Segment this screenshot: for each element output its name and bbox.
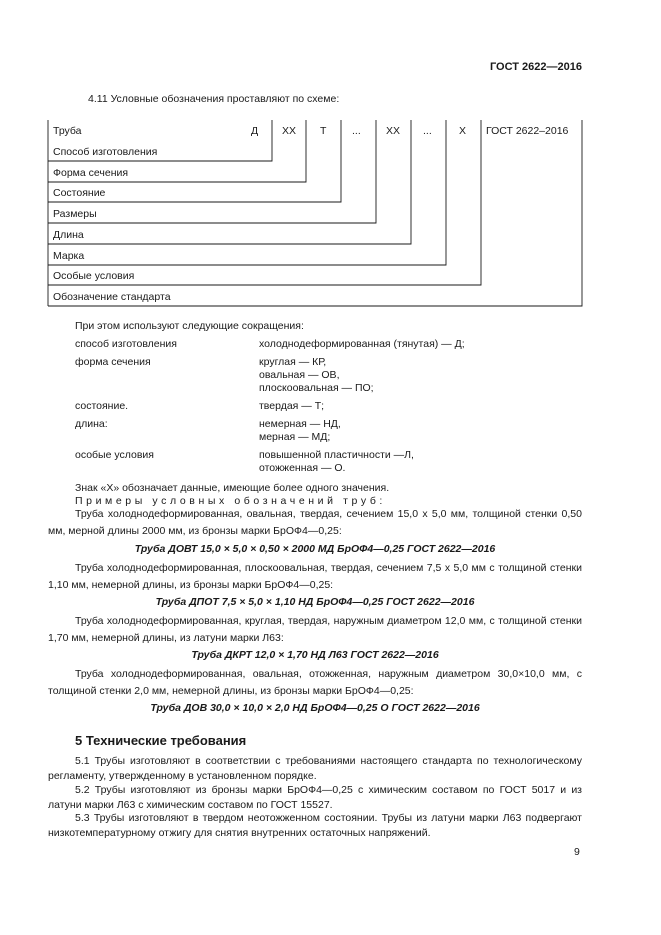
abbrev-term: способ изготовления [75,338,177,350]
section-5-paragraph: 5.3 Трубы изготовляют в твердом неотожженном состоянии. Трубы из латуни марки Л63 подвергают низкотемпературному отжигу для снятия внутренних остаточных напряжений. [48,812,582,839]
abbrev-value: повышенной пластичности —Л, [259,449,414,461]
section-4-11-intro: 4.11 Условные обозначения проставляют по схеме: [88,93,340,105]
example-designation: Труба ДОВ 30,0 × 10,0 × 2,0 НД БрОФ4—0,25 О ГОСТ 2622—2016 [150,702,480,714]
scheme-label-special: Х [459,125,467,137]
scheme-label-pipe: Труба [53,125,82,137]
scheme-row-label: Размеры [53,208,97,220]
abbrev-intro: При этом используют следующие сокращения: [75,320,304,332]
example-description: Труба холоднодеформированная, плоскоовальная, твердая, сечением 7,5 х 5,0 мм с толщиной стенки 1,10 мм, немерной длины, из бронзы марки БрОФ4—0,25: [48,562,582,591]
document-header: ГОСТ 2622—2016 [489,61,582,73]
scheme-row-label: Длина [53,229,84,241]
scheme-label-grade: ... [423,125,432,137]
abbrev-value: плоскоовальная — ПО; [259,382,374,394]
example-description: Труба холоднодеформированная, овальная, твердая, сечением 15,0 х 5,0 мм, толщиной стенки 0,50 мм, мерной длины 2000 мм, из бронзы марки БрОФ4—0,25: [48,508,582,537]
section-5-paragraph: 5.1 Трубы изготовляют в соответствии с требованиями настоящего стандарта по технологическому регламенту, утвержденному в установленном порядке. [48,755,582,782]
scheme-row-label: Состояние [53,187,106,199]
abbrev-value: холоднодеформированная (тянутая) — Д; [259,338,465,350]
example-designation: Труба ДПОТ 7,5 × 5,0 × 1,10 НД БрОФ4—0,25 ГОСТ 2622—2016 [155,596,475,608]
abbrev-term: длина: [75,418,108,430]
scheme-label-sizes: ... [352,125,361,137]
abbrev-value: мерная — МД; [259,431,331,443]
scheme-label-method: Д [251,125,259,137]
scheme-row-label: Форма сечения [53,167,129,179]
abbrev-value: круглая — КР, [259,356,327,368]
examples-heading: Примеры условных обозначений труб: [75,495,386,507]
abbrev-value: отожженная — О. [259,462,346,474]
section-5-title: 5 Технические требования [75,733,247,748]
abbrev-term: особые условия [75,449,154,461]
scheme-label-standard: ГОСТ 2622–2016 [486,125,569,137]
section-5-paragraph: 5.2 Трубы изготовляют из бронзы марки БрОФ4—0,25 с химическим составом по ГОСТ 5017 и из латуни марки Л63 с химическим составом по ГОСТ 15527. [48,784,582,811]
scheme-label-state: Т [320,125,327,137]
example-description: Труба холоднодеформированная, овальная, отожженная, наружным диаметром 30,0×10,0 мм, с толщиной стенки 2,0 мм, немерной длины, из бронзы марки БрОФ4—0,25: [48,668,582,697]
abbrev-term: состояние. [75,400,129,412]
scheme-label-length: ХХ [386,125,401,137]
abbrev-value: немерная — НД, [259,418,341,430]
example-designation: Труба ДКРТ 12,0 × 1,70 НД Л63 ГОСТ 2622—2016 [191,649,439,661]
scheme-row-label: Особые условия [53,270,135,282]
example-description: Труба холоднодеформированная, круглая, твердая, наружным диаметром 12,0 мм, с толщиной стенки 1,70 мм, немерной длины, из латуни марки Л63: [48,615,582,644]
abbrev-term: форма сечения [75,356,151,368]
scheme-row-label: Марка [53,250,85,262]
scheme-row-label: Способ изготовления [53,146,158,158]
example-designation: Труба ДОВТ 15,0 × 5,0 × 0,50 × 2000 МД БрОФ4—0,25 ГОСТ 2622—2016 [134,543,496,555]
scheme-row-label: Обозначение стандарта [53,291,171,303]
abbrev-value: твердая — Т; [259,400,325,412]
abbrev-value: овальная — ОВ, [259,369,340,381]
scheme-label-shape: ХХ [282,125,297,137]
page-number: 9 [574,846,580,858]
note-x: Знак «Х» обозначает данные, имеющие более одного значения. [75,482,390,494]
